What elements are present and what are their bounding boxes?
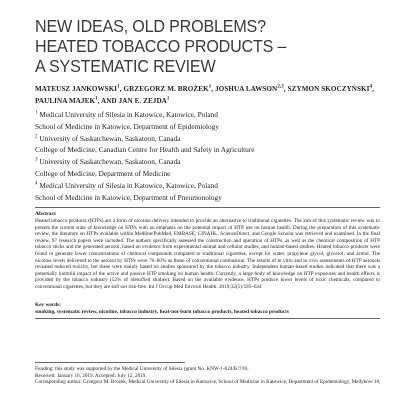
affiliation-line xyxy=(35,121,375,133)
affiliation-number: 4 xyxy=(35,181,38,187)
affiliation-number: 1 xyxy=(35,110,38,116)
affiliation-list xyxy=(35,109,375,203)
author-separator: , xyxy=(372,85,374,93)
author-name: PAULINA MAJEK xyxy=(35,97,96,105)
affiliation-text: School of Medicine in Katowice, Department of Epidemiology xyxy=(35,121,219,131)
title-line: HEATED TOBACCO PRODUCTS – xyxy=(35,36,287,56)
footnotes xyxy=(35,366,400,386)
title-line: NEW IDEAS, OLD PROBLEMS? xyxy=(35,16,266,36)
affiliation-line xyxy=(35,180,375,192)
author-affiliation-mark: 4 xyxy=(369,84,373,90)
author-name: , GRZEGORZ M. BROŻEK xyxy=(119,85,209,93)
author-name: , SZYMON SKOCZYŃSKI xyxy=(283,85,370,93)
abstract-heading: Abstract xyxy=(35,211,56,217)
affiliation-number: 3 xyxy=(35,157,38,163)
article-title xyxy=(35,16,348,76)
affiliation-text: Medical University of Silesia in Katowice, Katowice, Poland xyxy=(39,180,218,190)
author-affiliation-mark: 1 xyxy=(117,84,120,90)
funding-note: Funding: this study was supported by the Medical University of Silesia (grant No. KNW-1-024/K/7/0). xyxy=(35,366,249,372)
abstract-top-rule xyxy=(35,207,380,208)
author-list xyxy=(35,83,380,107)
footnote-rule xyxy=(35,362,185,363)
author-affiliation-mark: 1 xyxy=(208,84,212,90)
affiliation-text: School of Medicine in Katowice, Department of Pneumonology xyxy=(35,192,222,202)
dates-note: Received: January 16, 2019. Accepted: July 12, 2019. xyxy=(35,372,147,379)
author-affiliation-mark: 1 xyxy=(95,96,98,102)
affiliation-line xyxy=(35,133,375,145)
keywords-section xyxy=(35,302,380,315)
affiliation-line xyxy=(35,192,375,204)
author-affiliation-mark: 2,3 xyxy=(277,84,284,90)
affiliation-text: Medical University of Silesia in Katowice, Katowice, Poland xyxy=(39,110,218,119)
abstract-section xyxy=(35,211,380,291)
affiliation-line xyxy=(35,168,375,180)
keywords-bottom-rule xyxy=(35,318,380,319)
abstract-text: Heated tobacco products (HTPs) are a form of nicotine delivery intended to provide an alternative to traditional cigarettes. The aim of this systematic review was to present the current state of knowledge on HTPs with an emphasis on the potential impact of HTP use on human health. During the preparation of this systematic review, the literature on HTPs available within Medline/PubMed, EMBASE, CINAHL, ScienceDirect, and Google Scholar was retrieved and examined. In the final review, 97 research papers were included. The authors specifically assessed the construction and operation of HTPs, as well as the chemical composition of HTP tobacco sticks and the generated aerosol, based on evidence from experimental animal and cellular studies, and human-based studies. Heated tobacco products were found to generate lower concentrations of chemical compounds compared to traditional cigarettes, except for water, propylene glycol, glycerol, and acetol. The nicotine levels delivered to the aerosol by HTPs were 70–80% as those of conventional combustion. The results of in vitro and in vivo assessments of HTP aerosols revealed reduced toxicity, but these were mainly based on studies sponsored by the tobacco industry. Independent human-based studies indicated that there was a potentially harmful impact of the active and passive HTP smoking on human health. Currently, a large body of knowledge on HTP exposures and health effects is provided by the tobacco industry (52% of identified studies). Based on the available evidence, HTPs produce lower levels of toxic chemicals, compared to conventional cigarettes, but they are still not risk-free. Int J Occup Med Environ Health. 2019;32(5):595–634 xyxy=(35,218,380,291)
affiliation-line xyxy=(35,109,375,121)
affiliation-text: College of Medicine, Canadian Centre for Health and Safety in Agriculture xyxy=(35,145,255,155)
corresponding-author-note: Corresponding author: Grzegorz M. Brożek, Medical University of Silesia in Katowice, School of Medicine in Katowice, Department of Epidemiology, Medyków 18, xyxy=(35,379,381,385)
author-affiliation-mark: 1 xyxy=(166,96,170,102)
author-name: MATEUSZ JANKOWSKI xyxy=(35,85,118,93)
keywords-heading: Key words: xyxy=(35,302,62,308)
affiliation-number: 2 xyxy=(35,134,38,140)
affiliation-text: College of Medicine, Department of Medicine xyxy=(35,168,171,178)
author-line xyxy=(35,83,380,95)
author-line xyxy=(35,95,380,107)
title-line: A SYSTEMATIC REVIEW xyxy=(35,56,216,76)
affiliation-text: University of Saskatchewan, Saskatoon, Canada xyxy=(39,157,181,167)
author-name: , JOSHUA LAWSON xyxy=(211,85,278,93)
keywords-text: smoking, systematic review, nicotine, tobacco industry, heat-not-burn tobacco products, heated tobacco products xyxy=(35,308,289,315)
author-name: , AND JAN E. ZEJDA xyxy=(97,97,167,105)
affiliation-text: University of Saskatchewan, Saskatoon, Canada xyxy=(39,133,181,143)
affiliation-line xyxy=(35,144,375,156)
affiliation-line xyxy=(35,156,375,168)
